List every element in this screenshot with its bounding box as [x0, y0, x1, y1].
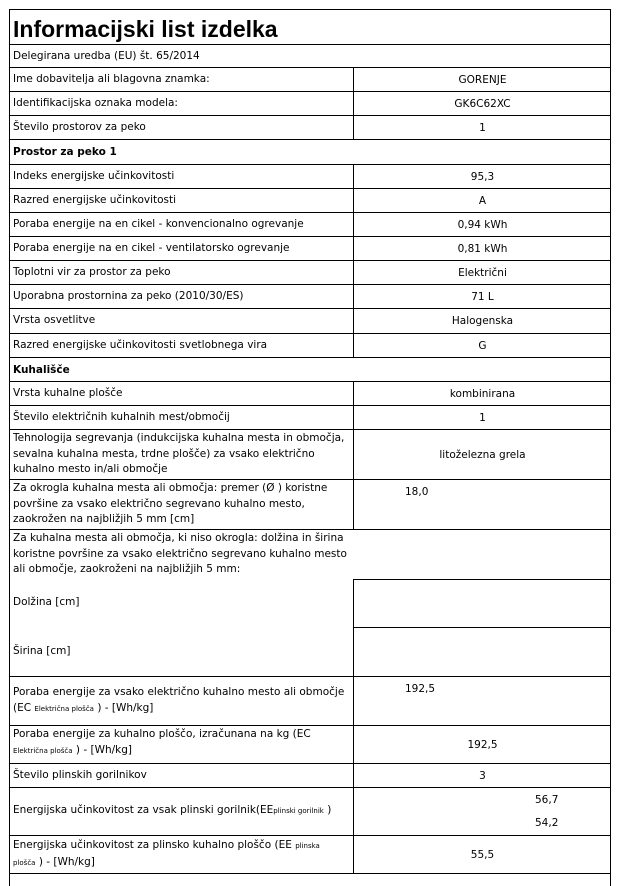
table-row-ee-hob	[9, 836, 611, 874]
row-label: Za kuhalna mesta ali območja, ki niso okrogla: dolžina in širina koristne površine za vsako električno segrevano kuhalno mesto ali območje, zaokroženi na najbližjih 5 mm:	[13, 532, 347, 575]
row-label: Ime dobavitelja ali blagovna znamka:	[13, 72, 210, 85]
page-title: Informacijski list izdelka	[9, 9, 611, 45]
length-label: Dolžina [cm]	[13, 596, 80, 608]
row-label	[9, 677, 353, 725]
row-label: Poraba energije na en cikel - ventilatorsko ogrevanje	[13, 241, 290, 254]
row-label: Razred energijske učinkovitosti svetlobnega vira	[13, 338, 268, 351]
row-value: 3	[353, 764, 611, 787]
row-value: Halogenska	[353, 309, 611, 333]
table-row	[9, 116, 611, 140]
row-value: 95,3	[353, 165, 611, 188]
table-row	[9, 237, 611, 261]
table-row	[9, 213, 611, 237]
row-label: Število prostorov za peko	[13, 120, 146, 133]
table-row-round-zones	[9, 480, 611, 530]
row-value: GORENJE	[353, 68, 611, 91]
row-label: Identifikacijska oznaka modela:	[13, 96, 178, 109]
table-row	[9, 309, 611, 334]
row-value	[353, 788, 611, 835]
row-label: Razred energijske učinkovitosti	[13, 193, 177, 206]
ee-hob-label-a: Energijska učinkovitost za plinsko kuhalno ploščo (EE	[13, 839, 292, 851]
section-header-hob	[9, 358, 611, 382]
row-value: 1	[353, 406, 611, 429]
ee-burner-label-c: )	[327, 804, 332, 817]
row-label: Uporabna prostornina za peko (2010/30/ES)	[13, 289, 244, 302]
table-row-technology	[9, 430, 611, 480]
ec-hob-label-sub: Električna plošča	[13, 746, 73, 755]
ee-burner-value-2: 54,2	[535, 817, 559, 829]
ec-zone-label-b: (EC	[13, 701, 32, 714]
ee-burner-label-sub: plinski gorilnik	[273, 807, 324, 816]
row-value: kombinirana	[353, 382, 611, 405]
row-value: G	[353, 334, 611, 357]
ec-hob-label-a: Poraba energije za kuhalno ploščo, izračunana na kg (EC	[13, 728, 311, 740]
table-row	[9, 165, 611, 189]
row-label	[9, 726, 353, 763]
table-row-ec-hob	[9, 726, 611, 764]
row-label	[9, 788, 353, 835]
row-value: 1	[353, 116, 611, 139]
row-value: 18,0	[353, 480, 611, 529]
row-label: Poraba energije na en cikel - konvencionalno ogrevanje	[13, 217, 304, 230]
ec-hob-label-c: ) - [Wh/kg]	[75, 743, 132, 756]
row-value: Električni	[353, 261, 611, 284]
regulation-text: Delegirana uredba (EU) št. 65/2014	[13, 50, 200, 62]
table-row	[9, 285, 611, 309]
row-label: Toplotni vir za prostor za peko	[13, 265, 171, 278]
row-value: GK6C62XC	[353, 92, 611, 115]
ee-burner-label-a: Energijska učinkovitost za vsak plinski gorilnik(EE	[13, 804, 274, 817]
row-value: 0,81 kWh	[353, 237, 611, 260]
row-label: Vrsta kuhalne plošče	[13, 386, 123, 399]
row-label: Indeks energijske učinkovitosti	[13, 169, 175, 182]
row-label	[9, 836, 353, 873]
ee-burner-value-1: 56,7	[535, 794, 559, 806]
width-value-cell	[353, 627, 611, 676]
ee-hob-label-sub2: plošča	[13, 858, 36, 867]
length-value-cell	[353, 579, 611, 628]
ec-zone-label-a: Poraba energije za vsako električno kuhalno mesto ali območje	[13, 686, 345, 698]
row-label: Vrsta osvetlitve	[13, 314, 96, 327]
row-label: Število plinskih gorilnikov	[13, 768, 147, 781]
table-row-ee-burner	[9, 788, 611, 836]
table-row	[9, 382, 611, 406]
row-value: A	[353, 189, 611, 212]
table-row-non-round	[9, 530, 611, 677]
row-value: 192,5	[353, 726, 611, 763]
row-value: litoželezna grela	[353, 430, 611, 479]
ec-zone-label-c: ) - [Wh/kg]	[97, 701, 154, 714]
table-row	[9, 261, 611, 285]
table-row	[9, 334, 611, 358]
width-label: Širina [cm]	[13, 645, 71, 657]
section-title: Kuhališče	[13, 363, 70, 376]
section-header-oven	[9, 140, 611, 165]
row-label: Tehnologija segrevanja (indukcijska kuhalna mesta in območja, sevalna kuhalna mesta, trdne plošče) za vsako električno kuhalno mesto in/ali območje	[13, 432, 345, 475]
table-row	[9, 92, 611, 116]
ec-zone-label-sub: Električna plošča	[34, 704, 94, 713]
row-value: 192,5	[353, 677, 611, 725]
table-row	[9, 764, 611, 788]
table-row	[9, 68, 611, 92]
row-label: Število električnih kuhalnih mest/območij	[13, 410, 230, 423]
table-row	[9, 189, 611, 213]
row-value: 55,5	[353, 836, 611, 873]
row-value: 0,94 kWh	[353, 213, 611, 236]
row-label: Za okrogla kuhalna mesta ali območja: premer (Ø ) koristne površine za vsako električno segrevano kuhalno mesto, zaokrožen na najbližjih 5 mm [cm]	[13, 482, 328, 525]
ee-hob-label-sub1: plinska	[295, 842, 320, 850]
row-value: 71 L	[353, 285, 611, 308]
section-title: Prostor za peko 1	[13, 146, 117, 158]
ee-hob-label-c: ) - [Wh/kg]	[38, 855, 95, 868]
table-row-ec-zone	[9, 677, 611, 726]
table-row	[9, 406, 611, 430]
regulation-row	[9, 45, 611, 68]
